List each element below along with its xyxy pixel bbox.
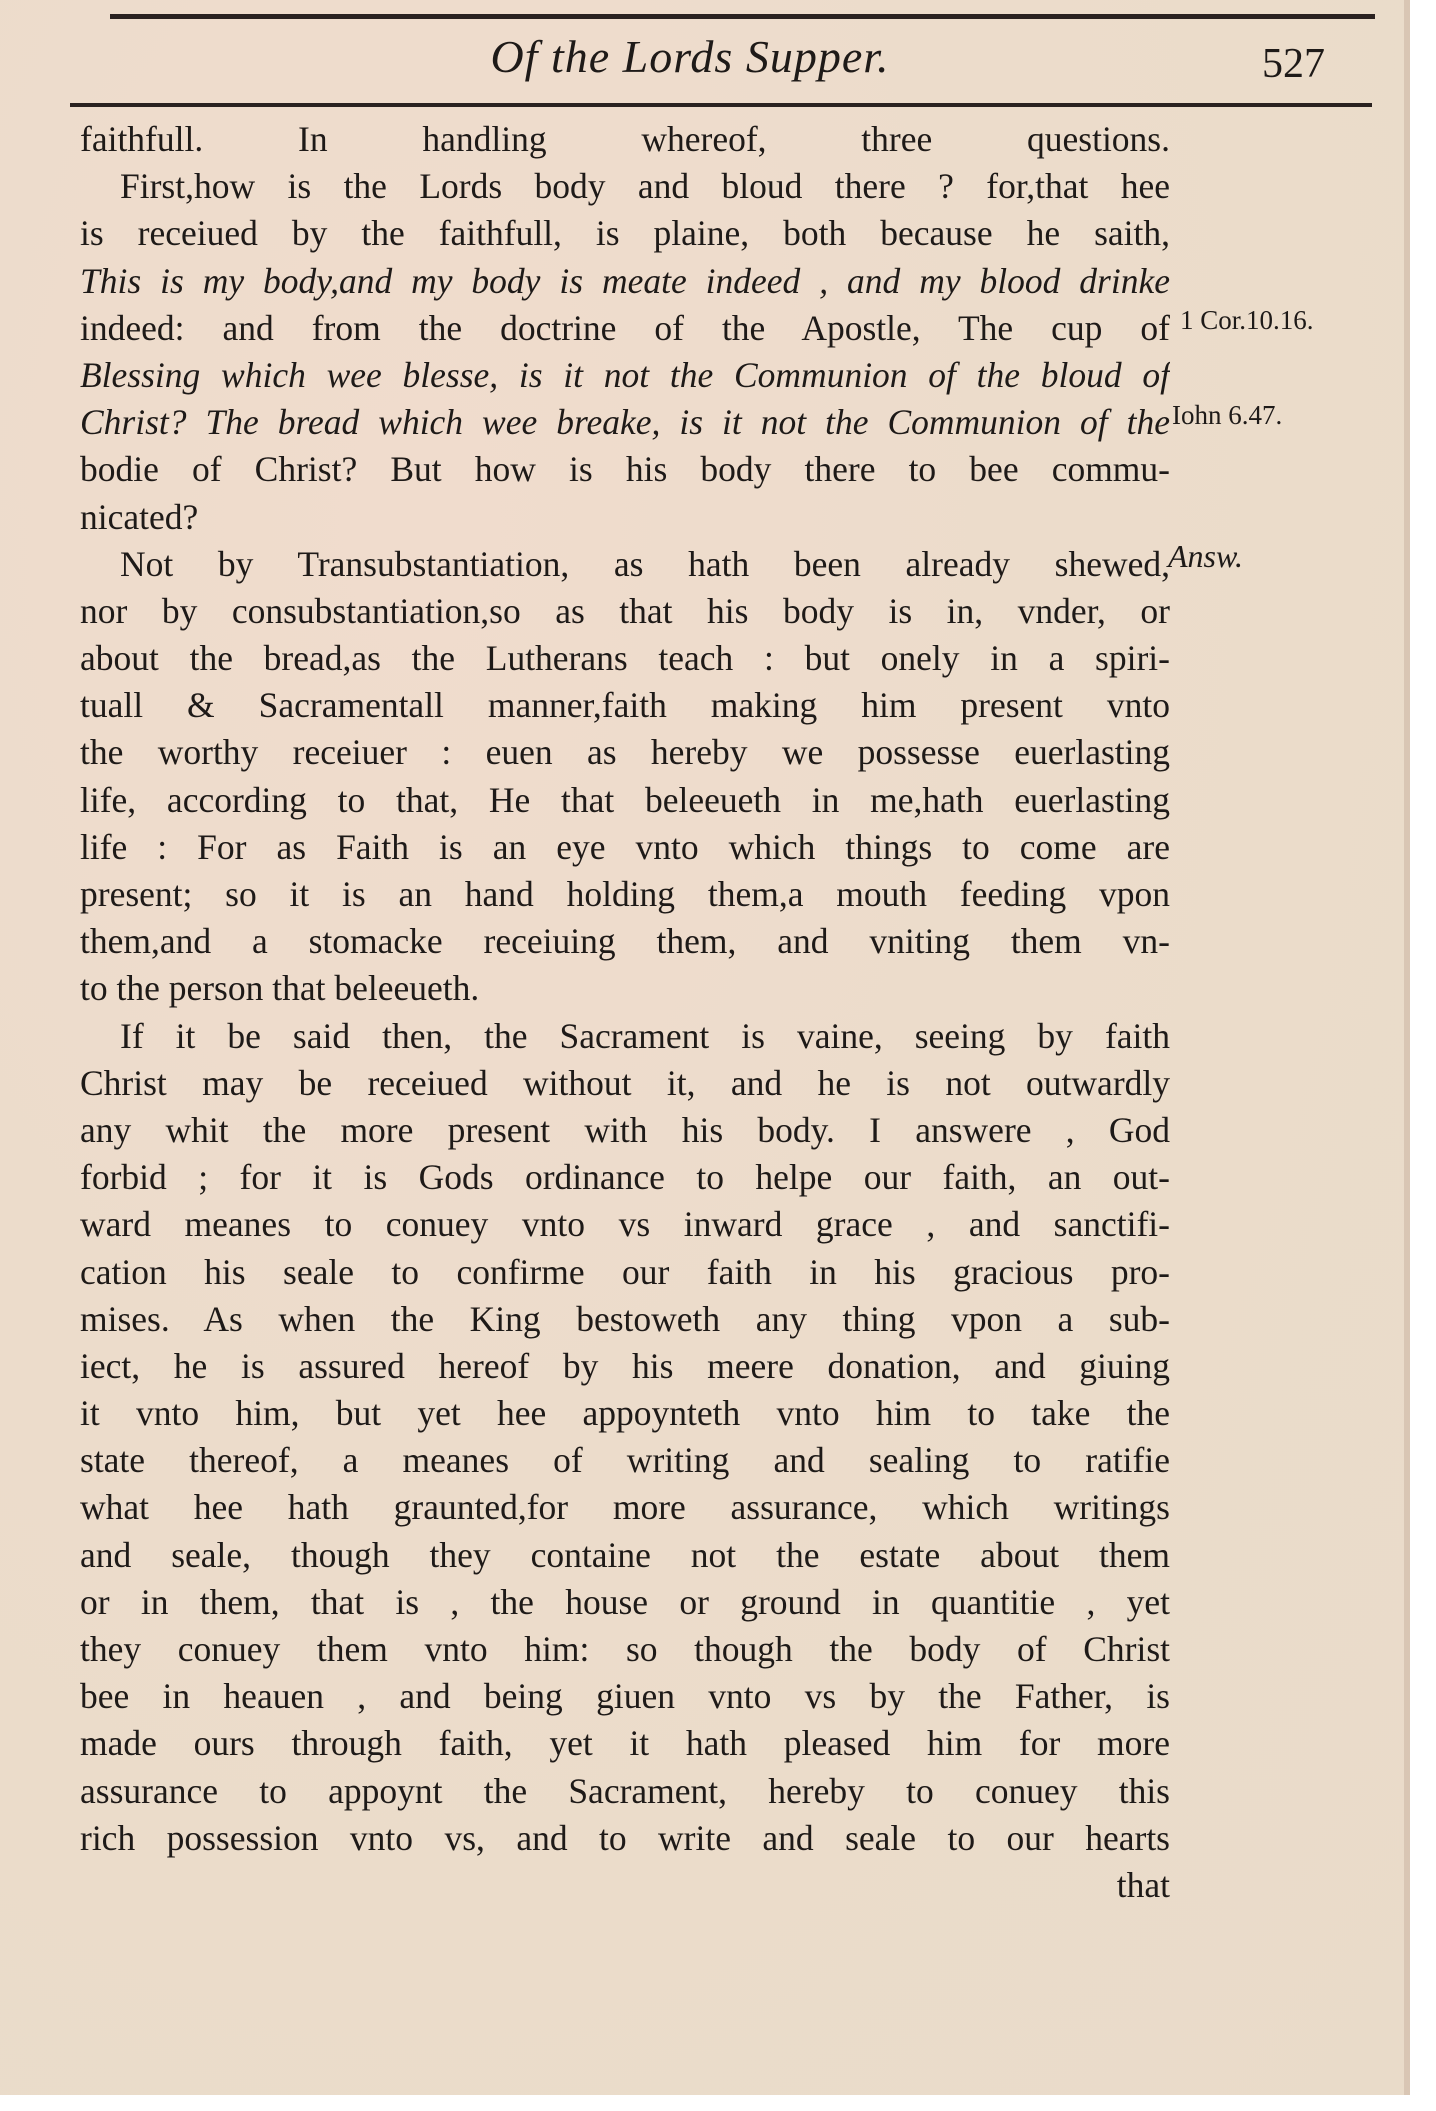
text-line: life, according to that, He that beleeueth in me,hath euerlasting [80,779,1170,820]
margin-note-answer: Answ. [1168,538,1243,574]
text-line: First,how is the Lords body and bloud there ? for,that hee [120,166,1170,207]
text-line: forbid ; for it is Gods ordinance to helpe our faith, an out- [80,1157,1170,1198]
text-line: any whit the more present with his body. I answere , God [80,1109,1170,1150]
text-line: nor by consubstantiation,so as that his body is in, vnder, or [80,590,1170,631]
running-title: Of the Lords Supper. [490,31,890,82]
text-line: present; so it is an hand holding them,a mouth feeding vpon [80,874,1170,914]
text-line: cation his seale to confirme our faith in his gracious pro- [80,1251,1170,1292]
text-line: made ours through faith, yet it hath pleased him for more [80,1723,1170,1764]
text-line: indeed: and from the doctrine of the Apostle, The cup of [80,307,1170,348]
text-line: state thereof, a meanes of writing and sealing to ratifie [80,1440,1170,1481]
text-line: they conuey them vnto him: so though the body of Christ [80,1629,1170,1669]
text-line: Christ? The bread which wee breake, is it not the Communion of the [80,402,1170,443]
text-line: is receiued by the faithfull, is plaine, both because he saith, [80,213,1170,254]
text-line: them,and a stomacke receiuing them, and vniting them vn- [80,921,1170,962]
catchword: that [1116,1864,1170,1905]
header-rule [70,103,1372,107]
page-number: 527 [1262,41,1325,87]
text-line: the worthy receiuer : euen as hereby we possesse euerlasting [80,732,1170,773]
text-line: This is my body,and my body is meate indeed , and my blood drinke [80,260,1170,301]
text-line: it vnto him, but yet hee appoynteth vnto him to take the [80,1393,1170,1434]
text-line: ward meanes to conuey vnto vs inward grace , and sanctifi- [80,1204,1170,1245]
text-line: and seale, though they containe not the estate about them [80,1534,1170,1575]
text-line: about the bread,as the Lutherans teach : but onely in a spiri- [80,638,1170,679]
text-line: what hee hath graunted,for more assurance, which writings [80,1487,1170,1528]
text-line: Not by Transubstantiation, as hath been already shewed, [120,543,1170,584]
text-line: tuall & Sacramentall manner,faith making him present vnto [80,685,1170,726]
text-line: assurance to appoynt the Sacrament, hereby to conuey this [80,1770,1170,1811]
text-line: life : For as Faith is an eye vnto which things to come are [80,826,1170,867]
text-line: Christ may be receiued without it, and he is not outwardly [80,1062,1170,1103]
top-rule [110,14,1375,19]
text-line: to the person that beleeueth. [80,968,480,1009]
text-line: bodie of Christ? But how is his body there to bee commu- [80,449,1170,490]
text-line: iect, he is assured hereof by his meere donation, and giuing [80,1345,1170,1386]
text-line: rich possession vnto vs, and to write and seale to our hearts [80,1817,1170,1858]
text-line: mises. As when the King bestoweth any thing vpon a sub- [80,1298,1170,1339]
margin-note-cor: 1 Cor.10.16. [1180,305,1314,335]
text-line: bee in heauen , and being giuen vnto vs by the Father, is [80,1676,1170,1717]
body-text [80,116,1170,1909]
text-line: If it be said then, the Sacrament is vaine, seeing by faith [120,1015,1170,1056]
text-line: Blessing which wee blesse, is it not the Communion of the bloud of [80,354,1170,395]
margin-note-john: Iohn 6.47. [1172,400,1283,430]
text-line: or in them, that is , the house or ground in quantitie , yet [80,1581,1170,1622]
text-line: nicated? [80,496,199,537]
text-line: faithfull. In handling whereof, three questions. [80,119,1170,159]
